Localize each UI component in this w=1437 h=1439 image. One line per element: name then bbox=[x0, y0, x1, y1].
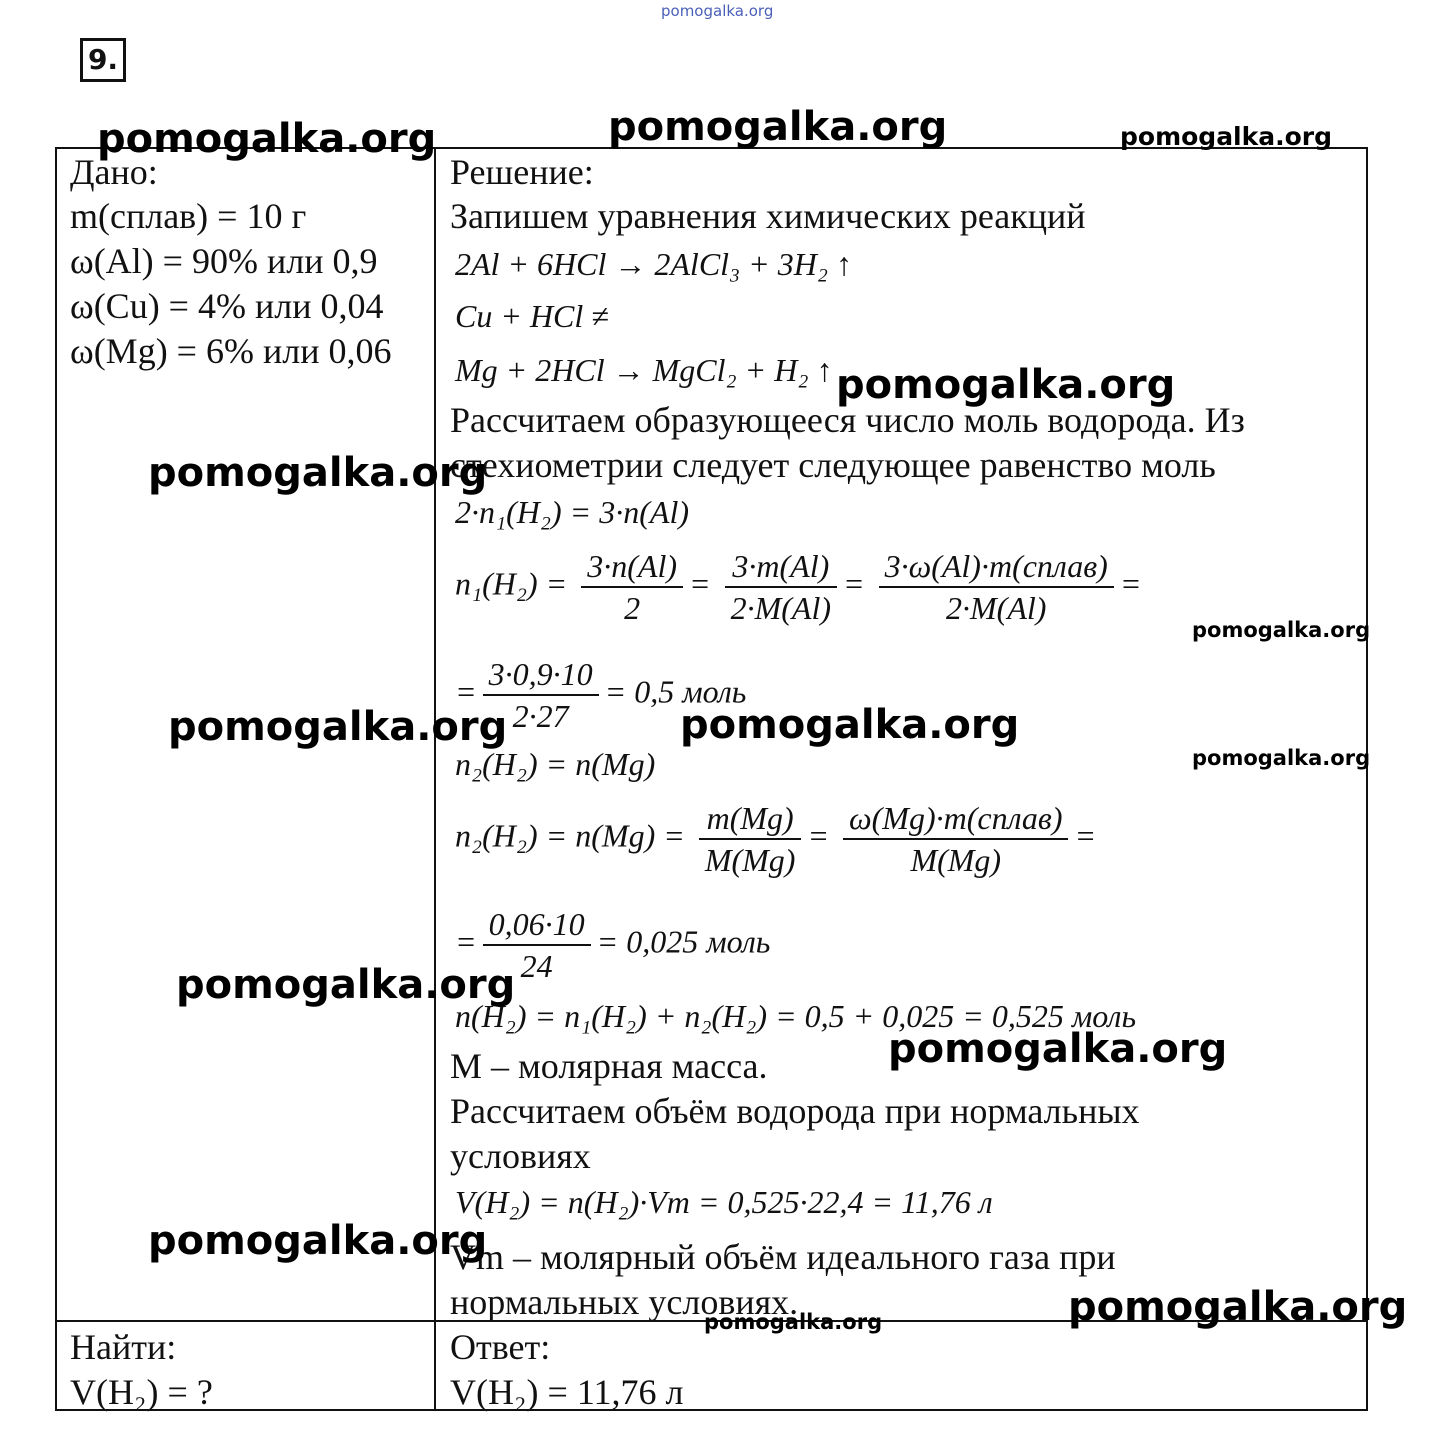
watermark: pomogalka.org bbox=[1068, 1284, 1408, 1330]
given-header: Дано: bbox=[70, 152, 158, 192]
given-line-mass: m(сплав) = 10 г bbox=[70, 196, 307, 236]
text-vm-2: нормальных условиях. bbox=[450, 1282, 799, 1322]
fraction-omega-al: $\frac{\text{3·ω(Al)·m(сплав)}}{2\cdot M(Al)}$ bbox=[879, 546, 1114, 628]
watermark: pomogalka.org bbox=[1192, 746, 1371, 770]
watermark: pomogalka.org bbox=[148, 1218, 488, 1264]
equation-n2: n₂(H₂) = n(Mg) = $\frac{m(Mg)}{M(Mg)}$ = $\frac{\text{ω(Mg)·m(сплав)}}{M(Mg)}$ = bbox=[455, 800, 1097, 878]
watermark: pomogalka.org bbox=[97, 116, 437, 162]
equation-n1: n₁(H₂) = $\frac{3\cdot n(Al)}{2}$ = $\frac{3\cdot m(Al)}{2\cdot M(Al)}$ = $\frac{\text{3·ω(Al)·m(сплав)}}{2\cdot M(Al)}$ = bbox=[455, 548, 1142, 626]
watermark: pomogalka.org bbox=[888, 1026, 1228, 1072]
equation-n2-value: = $\frac{0,06\cdot 10}{24}$ = 0,025 моль bbox=[455, 906, 771, 984]
equation-n2-equality: n₂(H₂) = n(Mg) bbox=[455, 746, 656, 782]
watermark: pomogalka.org bbox=[1192, 618, 1371, 642]
fraction-omega-mg: $\frac{\text{ω(Mg)·m(сплав)}}{M(Mg)}$ bbox=[843, 798, 1068, 880]
top-watermark: pomogalka.org bbox=[661, 2, 774, 20]
equation-n1-value: = $\frac{3\cdot 0,9\cdot 10}{2\cdot 27}$ = 0,5 моль bbox=[455, 656, 747, 734]
text-stoich-1: Рассчитаем образующееся число моль водорода. Из bbox=[450, 400, 1245, 440]
find-line: V(H₂) = ? bbox=[70, 1372, 213, 1412]
watermark: pomogalka.org bbox=[608, 104, 948, 150]
answer-header: Ответ: bbox=[450, 1327, 551, 1367]
fraction-n2-numeric: $\frac{0,06\cdot 10}{24}$ bbox=[483, 904, 591, 986]
watermark: pomogalka.org bbox=[1120, 122, 1333, 151]
text-stoich-2: стехиометрии следует следующее равенство моль bbox=[450, 445, 1216, 485]
equation-n2-lhs: n₂(H₂) = n(Mg) = bbox=[455, 817, 685, 854]
watermark: pomogalka.org bbox=[176, 962, 516, 1008]
text-volume-1: Рассчитаем объём водорода при нормальных bbox=[450, 1091, 1140, 1131]
text-volume-2: условиях bbox=[450, 1136, 591, 1176]
n2-result: = 0,025 моль bbox=[596, 923, 771, 960]
watermark: pomogalka.org bbox=[168, 704, 508, 750]
given-line-al: ω(Al) = 90% или 0,9 bbox=[70, 241, 378, 281]
equation-n1-lhs: n₁(H₂) = bbox=[455, 565, 568, 602]
equation-mg: Mg + 2HCl → MgCl₂ + H₂ ↑ bbox=[455, 352, 833, 388]
equation-mole-ratio: 2·n₁(H₂) = 3·n(Al) bbox=[455, 494, 690, 530]
equation-volume: V(H₂) = n(H₂)·Vm = 0,525·22,4 = 11,76 л bbox=[455, 1184, 993, 1220]
equation-total-moles: n(H₂) = n₁(H₂) + n₂(H₂) = 0,5 + 0,025 = 0,525 моль bbox=[455, 998, 1136, 1034]
solution-header: Решение: bbox=[450, 152, 594, 192]
solution-intro: Запишем уравнения химических реакций bbox=[450, 196, 1086, 236]
fraction-n1-numeric: $\frac{3\cdot 0,9\cdot 10}{2\cdot 27}$ bbox=[483, 654, 599, 736]
watermark: pomogalka.org bbox=[836, 362, 1176, 408]
given-line-cu: ω(Cu) = 4% или 0,04 bbox=[70, 286, 384, 326]
watermark: pomogalka.org bbox=[680, 702, 1020, 748]
answer-line: V(H₂) = 11,76 л bbox=[450, 1372, 684, 1412]
given-line-mg: ω(Mg) = 6% или 0,06 bbox=[70, 331, 392, 371]
fraction-n-al: $\frac{3\cdot n(Al)}{2}$ bbox=[581, 546, 683, 628]
problem-number: 9. bbox=[80, 38, 126, 82]
n1-result: = 0,5 моль bbox=[604, 673, 747, 710]
text-molar-mass: M – молярная масса. bbox=[450, 1046, 768, 1086]
fraction-m-mg: $\frac{m(Mg)}{M(Mg)}$ bbox=[699, 798, 802, 880]
text-vm-1: Vm – молярный объём идеального газа при bbox=[450, 1237, 1116, 1277]
equation-al: 2Al + 6HCl → 2AlCl₃ + 3H₂ ↑ bbox=[455, 246, 852, 282]
watermark: pomogalka.org bbox=[704, 1310, 883, 1334]
watermark: pomogalka.org bbox=[148, 450, 488, 496]
find-header: Найти: bbox=[70, 1327, 177, 1367]
fraction-m-al: $\frac{3\cdot m(Al)}{2\cdot M(Al)}$ bbox=[725, 546, 837, 628]
equation-cu: Cu + HCl ≠ bbox=[455, 298, 609, 334]
